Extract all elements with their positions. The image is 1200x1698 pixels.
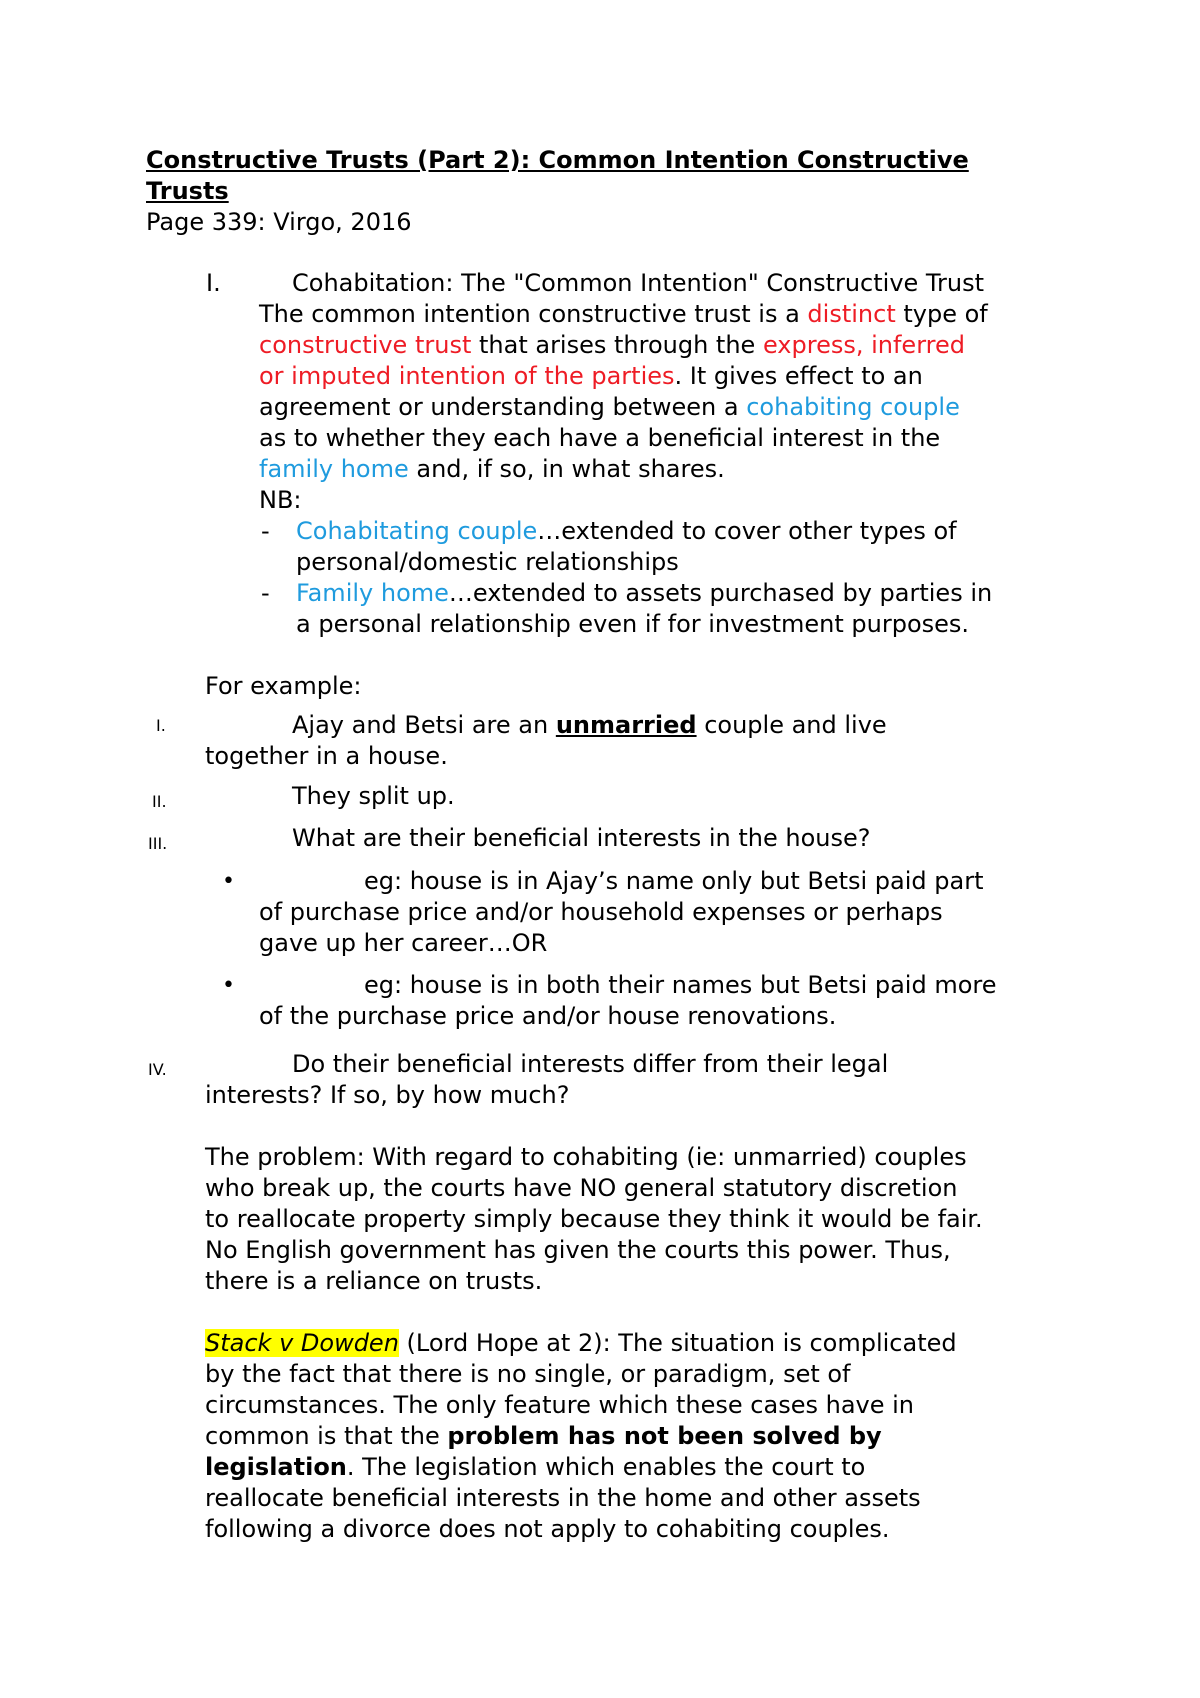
highlight-red: constructive trust (259, 331, 472, 359)
text-run: type of (895, 300, 988, 328)
stack-line (205, 1328, 957, 1359)
page-title: Constructive Trusts (Part 2): Common Intention Constructive (146, 146, 969, 174)
paragraph-line (259, 330, 965, 361)
list-item (292, 710, 887, 741)
bullet-line: gave up her career…OR (259, 929, 548, 957)
list-item-cont: interests? If so, by how much? (205, 1081, 570, 1109)
bullet-line: of the purchase price and/or house renovations. (259, 1002, 837, 1030)
list-numeral: IV. (148, 1060, 167, 1079)
problem-line: No English government has given the courts this power. Thus, (205, 1236, 951, 1264)
text-run: Ajay and Betsi are an (292, 711, 556, 739)
problem-line: The problem: With regard to cohabiting (ie: unmarried) couples (205, 1143, 967, 1171)
stack-line: following a divorce does not apply to cohabiting couples. (205, 1515, 890, 1543)
text-run: …extended to assets purchased by parties in (448, 579, 993, 607)
text-run: . The legislation which enables the court to (346, 1453, 866, 1481)
bullet-line: eg: house is in Ajay’s name only but Betsi paid part (364, 867, 984, 895)
page-subtitle: Page 339: Virgo, 2016 (146, 208, 412, 236)
text-run: couple and live (696, 711, 887, 739)
list-item: Do their beneficial interests differ from their legal (292, 1050, 889, 1078)
paragraph-line (259, 299, 988, 330)
bullet-line: of purchase price and/or household expenses or perhaps (259, 898, 943, 926)
list-item: What are their beneficial interests in the house? (292, 824, 871, 852)
emphasis-bold: problem has not been solved by (447, 1422, 882, 1450)
problem-line: there is a reliance on trusts. (205, 1267, 543, 1295)
list-item: They split up. (292, 782, 455, 810)
problem-line: to reallocate property simply because they think it would be fair. (205, 1205, 983, 1233)
nb-item-cont: a personal relationship even if for investment purposes. (296, 610, 970, 638)
list-numeral: II. (152, 792, 167, 811)
stack-line (205, 1421, 882, 1452)
nb-item (296, 578, 992, 609)
highlight-red: or imputed intention of the parties (259, 362, 675, 390)
paragraph-line: as to whether they each have a beneficial interest in the (259, 424, 941, 452)
nb-item-cont: personal/domestic relationships (296, 548, 679, 576)
nb-item (296, 516, 957, 547)
page-title-cont: Trusts (146, 177, 229, 205)
text-run: . It gives effect to an (674, 362, 923, 390)
paragraph-line (259, 392, 960, 423)
stack-line: circumstances. The only feature which these cases have in (205, 1391, 915, 1419)
text-run: (Lord Hope at 2): The situation is complicated (398, 1329, 957, 1357)
bullet-icon: • (222, 869, 235, 894)
paragraph-line (259, 361, 923, 392)
text-run: agreement or understanding between a (259, 393, 747, 421)
text-run: common is that the (205, 1422, 448, 1450)
highlight-red: distinct (807, 300, 896, 328)
highlight-blue: cohabiting couple (746, 393, 960, 421)
text-run: The common intention constructive trust is a (259, 300, 808, 328)
highlight-blue: Cohabitating couple (296, 517, 538, 545)
text-run: and, if so, in what shares. (408, 455, 725, 483)
stack-line (205, 1452, 865, 1483)
bullet-line: eg: house is in both their names but Betsi paid more (364, 971, 997, 999)
section-numeral: I. (206, 269, 221, 297)
list-item-cont: together in a house. (205, 742, 448, 770)
emphasis-bold: legislation (205, 1453, 347, 1481)
bullet-icon: • (222, 973, 235, 998)
case-name-highlight: Stack v Dowden (205, 1329, 399, 1357)
list-numeral: III. (148, 834, 168, 853)
text-run: …extended to cover other types of (537, 517, 957, 545)
stack-line: reallocate beneficial interests in the home and other assets (205, 1484, 921, 1512)
emphasis-unmarried: unmarried (555, 711, 697, 739)
section-heading: Cohabitation: The "Common Intention" Constructive Trust (292, 269, 985, 297)
highlight-blue: Family home (296, 579, 449, 607)
nb-label: NB: (259, 486, 302, 514)
paragraph-line (259, 454, 725, 485)
example-label: For example: (205, 672, 362, 700)
highlight-blue: family home (259, 455, 409, 483)
list-numeral: I. (156, 716, 166, 735)
dash-marker: - (261, 579, 270, 607)
dash-marker: - (261, 517, 270, 545)
stack-line: by the fact that there is no single, or paradigm, set of (205, 1360, 851, 1388)
highlight-red: express, inferred (762, 331, 965, 359)
problem-line: who break up, the courts have NO general statutory discretion (205, 1174, 958, 1202)
text-run: that arises through the (471, 331, 763, 359)
